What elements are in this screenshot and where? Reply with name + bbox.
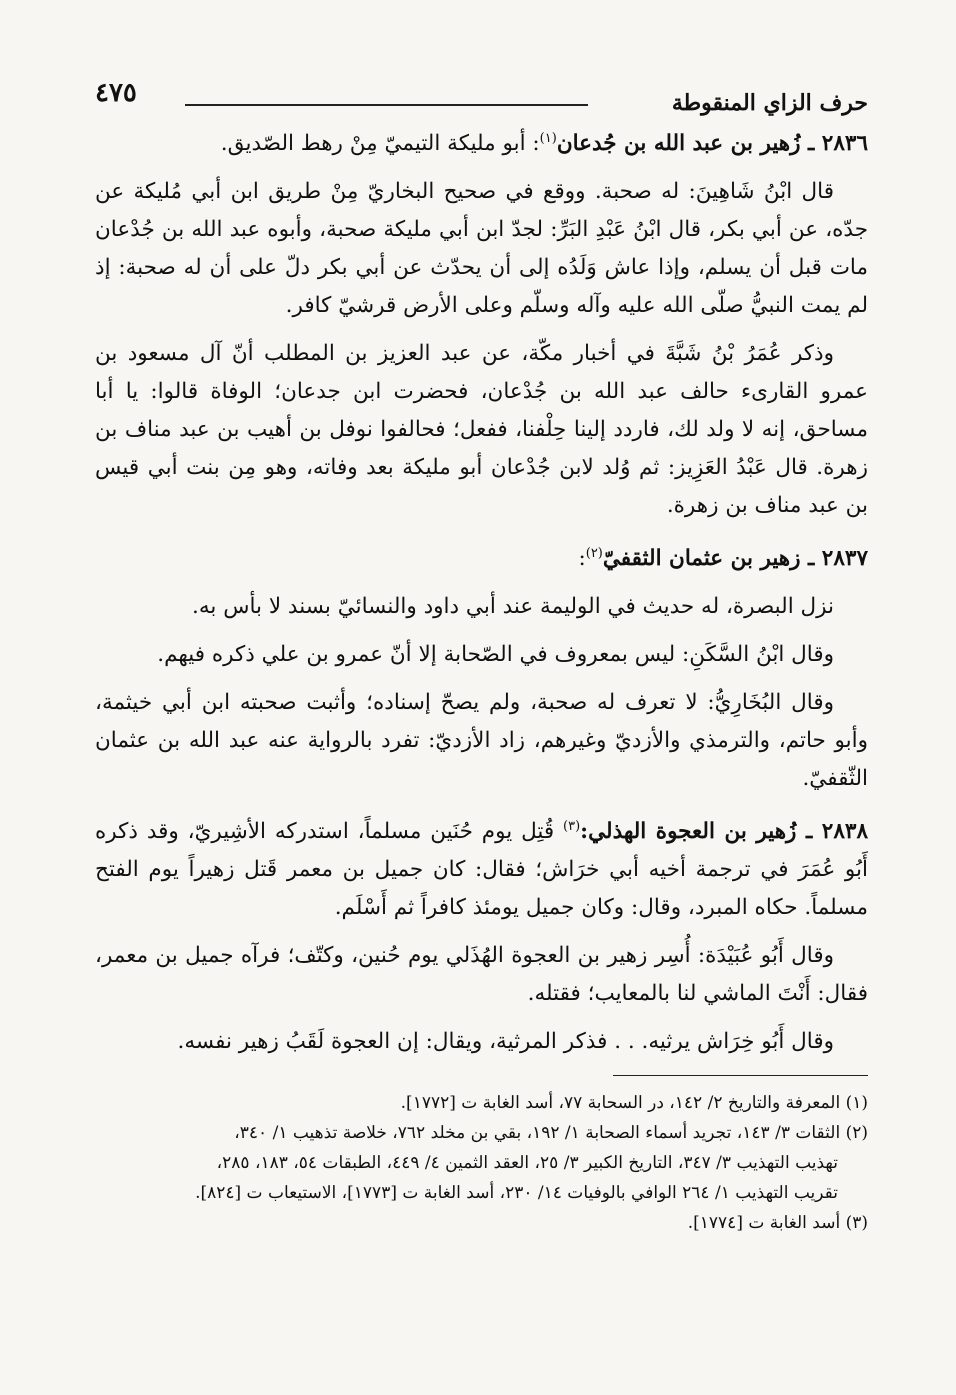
footnote-ref: (٣) [563, 819, 581, 835]
footnote-3: (٣) أسد الغابة ت [١٧٧٤]. [687, 1213, 868, 1234]
entry-2837-heading [95, 535, 868, 578]
footnote-ref: (١) [539, 131, 557, 146]
paragraph: وقال ابْنُ السَّكَنِ: ليس بمعروف في الصّحابة إلا أنّ عمرو بن علي ذكره فيهم. [157, 642, 834, 668]
footnote-2-continued: تقريب التهذيب ١/ ٢٦٤ الوافي بالوفيات ١٤/ ٢٣٠، أسد الغابة ت [١٧٧٣]، الاستيعاب ت [٨٢٤]. [195, 1183, 838, 1204]
paragraph: وقال أَبُو خِرَاش يرثيه. . . فذكر المرثية، ويقال: إن العجوة لَقَبُ زهير نفسه. [177, 1029, 834, 1055]
paragraph: وذكر عُمَرُ بْنُ شَبَّةَ في أخبار مكّة، عن عبد العزيز بن المطلب أنّ آل مسعود بن عمرو القارىء حالف عبد الله بن جُدْعان، فحضرت ابن جدعان؛ الوفاة قالوا: يا أبا مساحق، إنه لا ولد لك، فاردد إلينا حِلْفنا، ففعل؛ فحالفوا نوفل بن أهيب بن عبد مناف بن زهرة. قال عَبْدُ العَزِيز: ثم وُلد لابن جُدْعان أبو مليكة بعد وفاته، وهو مِن بنت أبي قيس بن عبد مناف بن زهرة. [95, 341, 868, 519]
entry-title: ٢٨٣٧ ـ زهير بن عثمان الثقفيّ [602, 546, 868, 572]
entry-intro: : [578, 546, 586, 572]
entry-title: ٢٨٣٦ ـ زُهير بن عبد الله بن جُدعان [556, 131, 868, 157]
entry-intro: : أبو مليكة التيميّ مِنْ رهط الصّديق. [220, 131, 540, 157]
page-number: ٤٧٥ [95, 78, 137, 108]
footnote-1: (١) المعرفة والتاريخ ٢/ ١٤٢، در السحابة ٧٧، أسد الغابة ت [١٧٧٢]. [400, 1093, 868, 1114]
footnotes [95, 1088, 868, 1238]
paragraph: وقال أَبُو عُبَيْدَة: أُسِر زهير بن العجوة الهُذَلي يوم حُنين، وكتّف؛ فرآه جميل بن معمر، فقال: أَنْتَ الماشي لنا بالمعايب؛ فقتله. [95, 943, 868, 1007]
footnote-ref: (٢) [585, 546, 603, 562]
footnote-2: (٢) الثقات ٣/ ١٤٣، تجريد أسماء الصحابة ١/ ١٩٢، بقي بن مخلد ٧٦٢، خلاصة تذهيب ١/ ٣٤٠، [234, 1123, 868, 1144]
entry-title: ٢٨٣٨ ـ زُهير بن العجوة الهذلي: [580, 819, 868, 845]
entry-2837 [95, 535, 868, 798]
entry-2838 [95, 808, 868, 1061]
paragraph: قال ابْنُ شَاهِينَ: له صحبة. ووقع في صحيح البخاريّ مِنْ طريق ابن أبي مُليكة عن جدّه، عن أبي بكر، قال ابْنُ عَبْدِ البَرِّ: لجدّ ابن أبي مليكة صحبة، وأبوه عبد الله بن جُدْعان مات قبل أن يسلم، وإذا عاش وَلَدُه إلى أن يحدّث عن أبي بكر دلّ على أن له صحبة: إذ لم يمت النبيُّ صلّى الله عليه وآله وسلّم وعلى الأرض قرشيّ كافر. [95, 179, 868, 319]
entry-2836-heading [95, 120, 868, 163]
running-title: حرف الزاي المنقوطة [671, 90, 868, 116]
footnote-separator [613, 1075, 868, 1076]
entry-intro: قُتِل يوم حُنَين مسلماً، استدركه الأشِيريّ، وقد ذكره أَبُو عُمَرَ في ترجمة أخيه أبي خرَاش؛ فقال: كان جميل بن معمر قَتل زهيراً يوم الفتح مسلماً. حكاه المبرد، وقال: وكان جميل يومئذ كافراً ثم أَسْلَم. [95, 819, 868, 921]
entry-2838-heading [95, 808, 868, 927]
paragraph: وقال البُخَارِيُّ: لا تعرف له صحبة، ولم يصحّ إسناده؛ وأثبت صحبته ابن أبي خيثمة، وأبو حاتم، والترمذي والأزديّ وغيرهم، زاد الأزديّ: تفرد بالرواية عنه عبد الله بن عثمان الثّقفيّ. [95, 690, 868, 792]
header-rule [185, 104, 588, 106]
paragraph: نزل البصرة، له حديث في الوليمة عند أبي داود والنسائيّ بسند لا بأس به. [192, 594, 834, 620]
page-header [95, 70, 868, 120]
entry-2836 [95, 120, 868, 525]
footnote-2-continued: تهذيب التهذيب ٣/ ٣٤٧، التاريخ الكبير ٣/ ٢٥، العقد الثمين ٤/ ٤٤٩، الطبقات ٥٤، ١٨٣، ٢٨٥، [216, 1153, 838, 1174]
